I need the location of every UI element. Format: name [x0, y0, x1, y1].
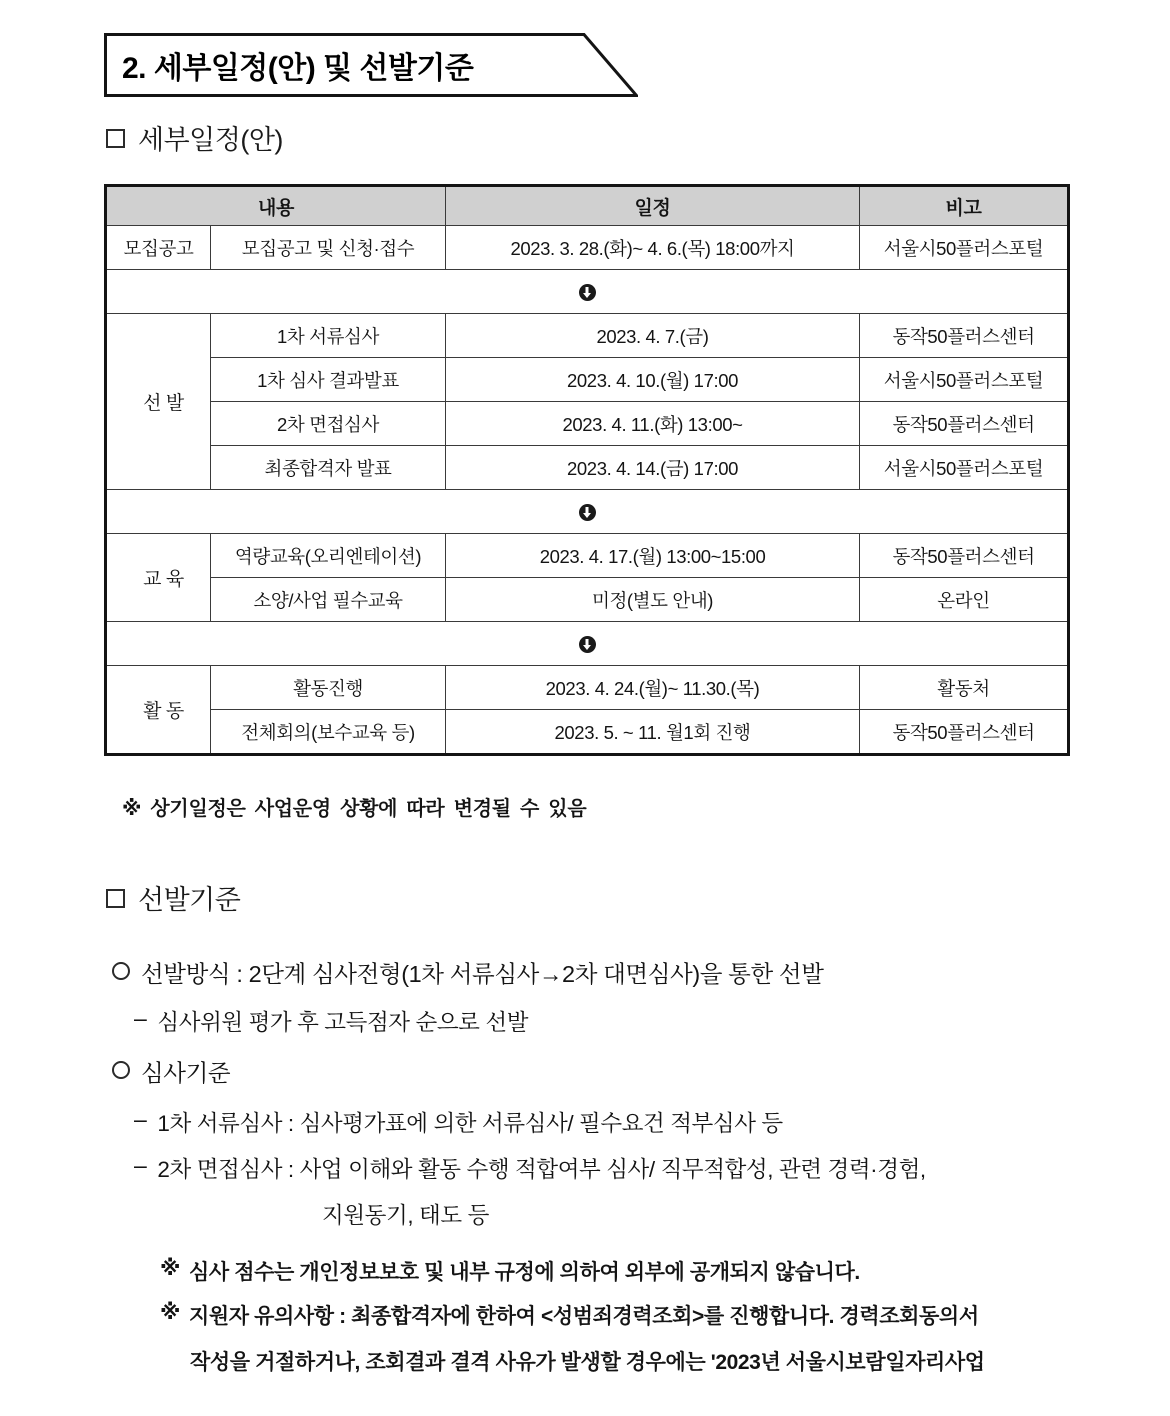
- row-remark: 서울시50플러스포털: [860, 226, 1069, 270]
- dash-bullet-icon: –: [134, 1106, 147, 1132]
- dash-bullet-icon: –: [134, 1152, 147, 1178]
- stage-label: 선 발: [106, 314, 211, 490]
- table-row: [106, 358, 1069, 402]
- criteria-label-line: [112, 1054, 230, 1088]
- table-row: [106, 534, 1069, 578]
- table-row: [106, 402, 1069, 446]
- row-date: 2023. 4. 7.(금): [446, 314, 860, 358]
- heading-criteria-label: 선발기준: [138, 885, 241, 915]
- stage-label: 활 동: [106, 666, 211, 755]
- table-header-row: [106, 186, 1069, 226]
- square-bullet-icon: [106, 889, 125, 908]
- column-header-schedule: 일정: [446, 186, 860, 226]
- row-remark: 활동처: [860, 666, 1069, 710]
- row-remark: 서울시50플러스포털: [860, 358, 1069, 402]
- row-date: 미정(별도 안내): [446, 578, 860, 622]
- heading-criteria: [106, 878, 240, 917]
- row-content: 2차 면접심사: [211, 402, 446, 446]
- row-remark: 동작50플러스센터: [860, 314, 1069, 358]
- schedule-table-wrapper: [104, 184, 1067, 756]
- arrow-cell: [106, 270, 1069, 314]
- arrow-row: [106, 622, 1069, 666]
- row-remark: 동작50플러스센터: [860, 402, 1069, 446]
- stage-label: 모집공고: [106, 226, 211, 270]
- applicant-notice-text: 지원자 유의사항 : 최종합격자에 한하여 <성범죄경력조회>를 진행합니다. 경력조회동의서: [189, 1305, 979, 1328]
- row-content: 1차 심사 결과발표: [211, 358, 446, 402]
- row-remark: 온라인: [860, 578, 1069, 622]
- table-row: [106, 446, 1069, 490]
- criteria-doc-review-line: [134, 1106, 783, 1138]
- table-row: [106, 666, 1069, 710]
- table-row: [106, 578, 1069, 622]
- arrow-cell: [106, 490, 1069, 534]
- arrow-cell: [106, 622, 1069, 666]
- dash-bullet-icon: –: [134, 1005, 147, 1031]
- row-date: 2023. 4. 14.(금) 17:00: [446, 446, 860, 490]
- row-date: 2023. 4. 24.(월)~ 11.30.(목): [446, 666, 860, 710]
- criteria-score-note-text: 심사 점수는 개인정보보호 및 내부 규정에 의하여 외부에 공개되지 않습니다.: [189, 1261, 860, 1284]
- row-content: 모집공고 및 신청·접수: [211, 226, 446, 270]
- criteria-score-note: [160, 1256, 860, 1286]
- circle-bullet-icon: [112, 1061, 130, 1079]
- asterisk-icon: ※: [160, 1257, 181, 1280]
- criteria-method-sub-text: 심사위원 평가 후 고득점자 순으로 선발: [157, 1010, 529, 1035]
- criteria-interview-continued: 지원동기, 태도 등: [322, 1203, 489, 1228]
- criteria-doc-review-text: 1차 서류심사 : 심사평가표에 의한 서류심사/ 필수요건 적부심사 등: [157, 1111, 783, 1136]
- criteria-interview-text: 2차 면접심사 : 사업 이해와 활동 수행 적합여부 심사/ 직무적합성, 관련 경력·경험,: [157, 1157, 926, 1182]
- row-content: 최종합격자 발표: [211, 446, 446, 490]
- schedule-table: [104, 184, 1070, 756]
- criteria-method-text: 선발방식 : 2단계 심사전형(1차 서류심사→2차 대면심사)을 통한 선발: [141, 961, 824, 987]
- criteria-method-line: [112, 955, 824, 989]
- criteria-method-sub-line: [134, 1005, 528, 1037]
- row-content: 소양/사업 필수교육: [211, 578, 446, 622]
- row-remark: 서울시50플러스포털: [860, 446, 1069, 490]
- row-date: 2023. 3. 28.(화)~ 4. 6.(목) 18:00까지: [446, 226, 860, 270]
- applicant-notice-continued: 작성을 거절하거나, 조회결과 결격 사유가 발생할 경우에는 '2023년 서울시보람일자리사업: [190, 1351, 985, 1374]
- row-content: 전체회의(보수교육 등): [211, 710, 446, 755]
- row-date: 2023. 4. 10.(월) 17:00: [446, 358, 860, 402]
- column-header-remark: 비고: [860, 186, 1069, 226]
- schedule-note: ※ 상기일정은 사업운영 상황에 따라 변경될 수 있음: [122, 798, 587, 820]
- row-content: 활동진행: [211, 666, 446, 710]
- row-remark: 동작50플러스센터: [860, 534, 1069, 578]
- down-arrow-circle-icon: [579, 284, 596, 301]
- heading-schedule-label: 세부일정(안): [138, 125, 283, 155]
- section-banner: [104, 33, 638, 97]
- applicant-notice: [160, 1300, 979, 1330]
- table-row: [106, 710, 1069, 755]
- table-row: [106, 226, 1069, 270]
- square-bullet-icon: [106, 129, 125, 148]
- asterisk-icon: ※: [160, 1301, 181, 1324]
- arrow-row: [106, 270, 1069, 314]
- row-content: 역량교육(오리엔테이션): [211, 534, 446, 578]
- stage-label: 교 육: [106, 534, 211, 622]
- row-remark: 동작50플러스센터: [860, 710, 1069, 755]
- table-row: [106, 314, 1069, 358]
- down-arrow-circle-icon: [579, 504, 596, 521]
- column-header-content: 내용: [106, 186, 446, 226]
- criteria-interview-line: [134, 1152, 926, 1184]
- row-date: 2023. 5. ~ 11. 월1회 진행: [446, 710, 860, 755]
- row-date: 2023. 4. 11.(화) 13:00~: [446, 402, 860, 446]
- circle-bullet-icon: [112, 962, 130, 980]
- row-content: 1차 서류심사: [211, 314, 446, 358]
- heading-schedule: [106, 118, 283, 157]
- down-arrow-circle-icon: [579, 636, 596, 653]
- criteria-label-text: 심사기준: [141, 1060, 231, 1086]
- arrow-row: [106, 490, 1069, 534]
- page-title: 2. 세부일정(안) 및 선발기준: [122, 52, 474, 85]
- row-date: 2023. 4. 17.(월) 13:00~15:00: [446, 534, 860, 578]
